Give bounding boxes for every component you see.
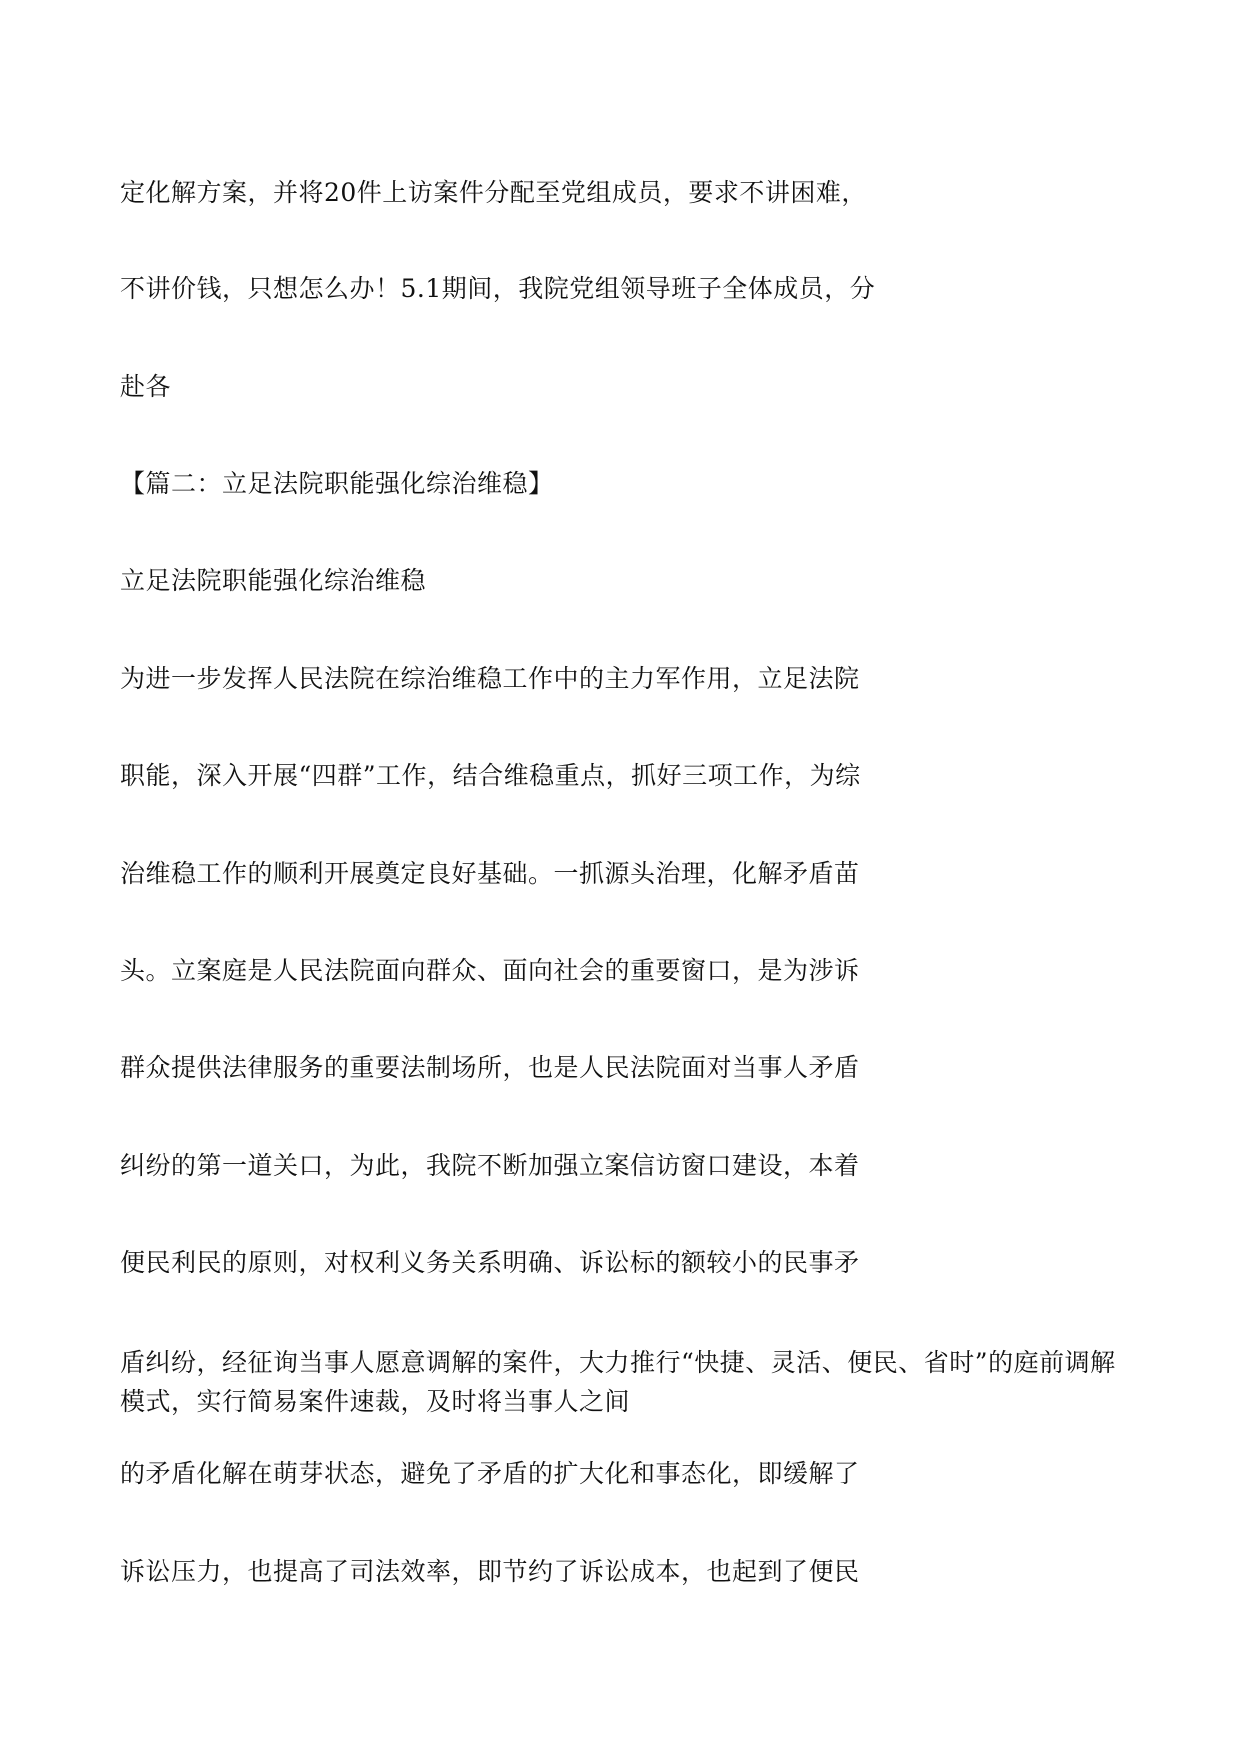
- section-heading: 【篇二：立足法院职能强化综治维稳】: [120, 469, 554, 498]
- body-text-line: 赴各: [120, 372, 172, 401]
- body-text-line: 职能，深入开展“四群”工作，结合维稳重点，抓好三项工作，为综: [120, 761, 861, 790]
- body-text-line: 定化解方案，并将20件上访案件分配至党组成员，要求不讲困难，: [120, 178, 867, 207]
- body-text-line: 纠纷的第一道关口，为此，我院不断加强立案信访窗口建设，本着: [120, 1151, 860, 1180]
- body-text-line: 便民利民的原则，对权利义务关系明确、诉讼标的额较小的民事矛: [120, 1248, 860, 1277]
- body-text-line: 不讲价钱，只想怎么办！5.1期间，我院党组领导班子全体成员，分: [120, 274, 876, 303]
- body-text-line: 的矛盾化解在萌芽状态，避免了矛盾的扩大化和事态化，即缓解了: [120, 1459, 860, 1488]
- body-text-line: 群众提供法律服务的重要法制场所，也是人民法院面对当事人矛盾: [120, 1053, 860, 1082]
- body-text-line: 头。立案庭是人民法院面向群众、面向社会的重要窗口，是为涉诉: [120, 956, 860, 985]
- body-text-line: 盾纠纷，经征询当事人愿意调解的案件，大力推行“快捷、灵活、便民、省时”的庭前调解模式，实行简易案件速裁，及时将当事人之间: [120, 1348, 1116, 1416]
- body-text-line: 为进一步发挥人民法院在综治维稳工作中的主力军作用，立足法院: [120, 664, 860, 693]
- body-text-line: 诉讼压力，也提高了司法效率，即节约了诉讼成本，也起到了便民: [120, 1557, 860, 1586]
- article-title: 立足法院职能强化综治维稳: [120, 566, 427, 595]
- body-text-line: 治维稳工作的顺利开展奠定良好基础。一抓源头治理，化解矛盾苗: [120, 859, 860, 888]
